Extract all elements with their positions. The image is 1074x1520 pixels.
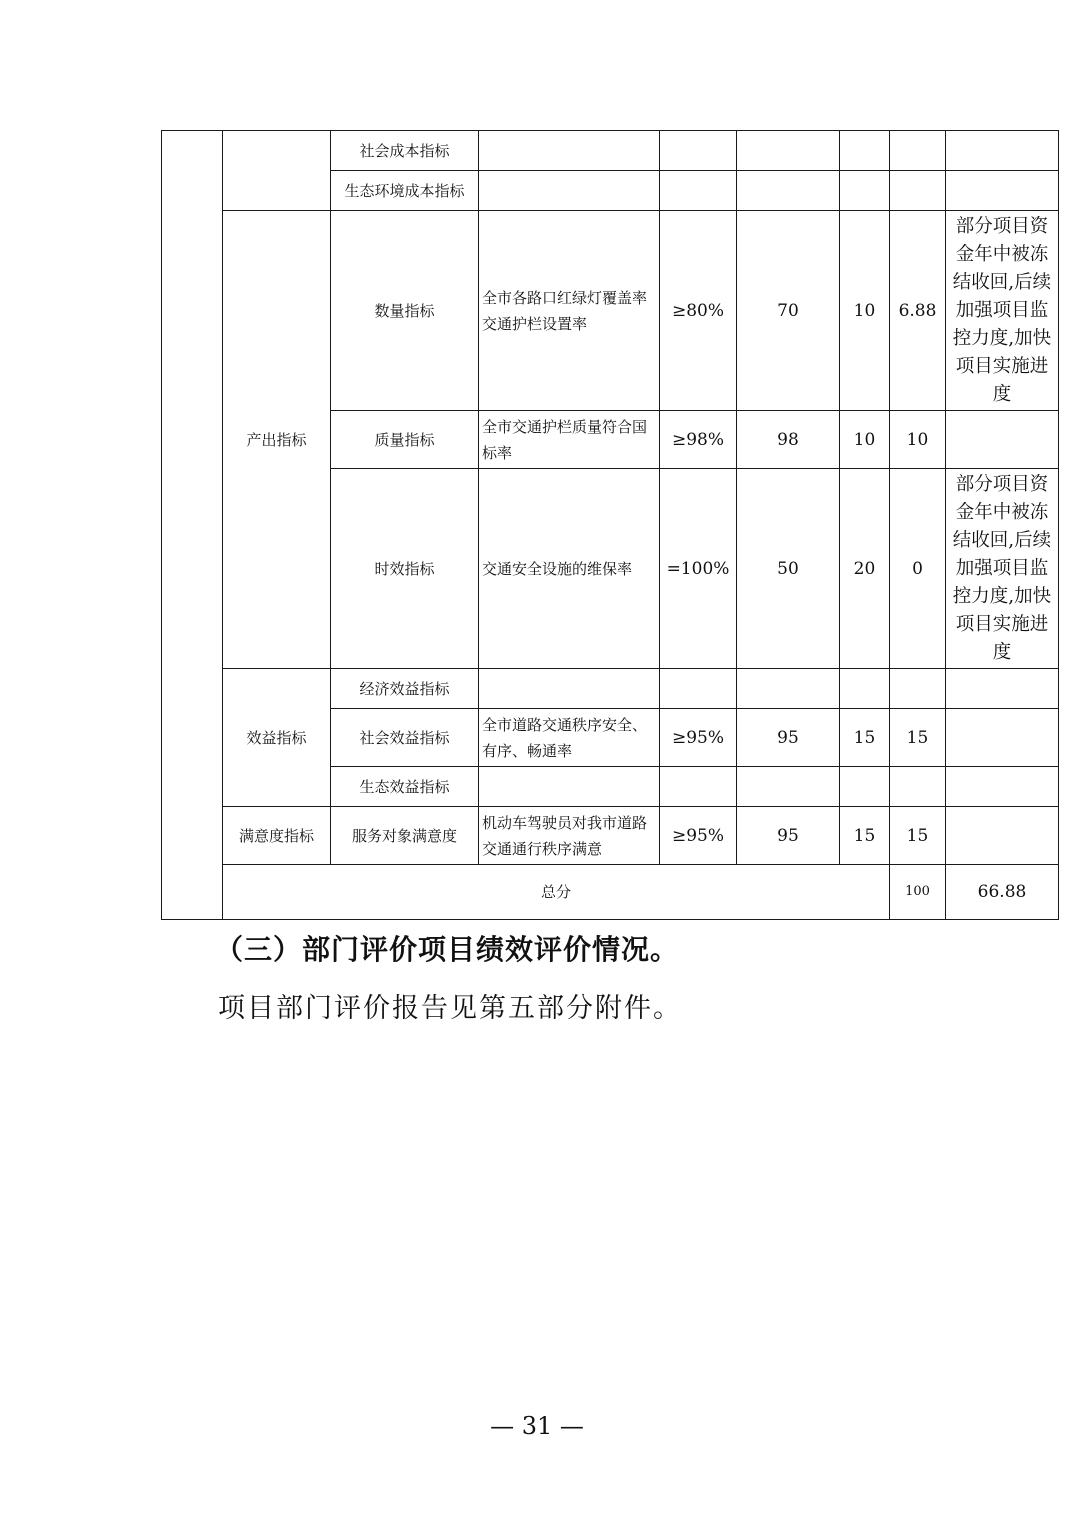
total-score: 66.88 — [946, 865, 1059, 920]
level3-cell: 社会成本指标 — [331, 131, 479, 171]
total-label: 总分 — [223, 865, 890, 920]
table-row — [162, 131, 1059, 171]
total-weight: 100 — [890, 865, 946, 920]
weight-cell: 15 — [840, 807, 890, 865]
score-cell: 15 — [890, 709, 946, 767]
level2-cell: 满意度指标 — [223, 807, 331, 865]
table-row — [162, 807, 1059, 865]
indicator-cell: 交通安全设施的维保率 — [479, 469, 660, 669]
actual-cell: 98 — [737, 411, 840, 469]
level3-cell: 数量指标 — [331, 211, 479, 411]
actual-cell: 70 — [737, 211, 840, 411]
body-paragraph: 项目部门评价报告见第五部分附件。 — [218, 993, 682, 1024]
page-number: — 31 — — [490, 1412, 584, 1440]
level2-cell: 效益指标 — [223, 669, 331, 807]
target-cell: =100% — [660, 469, 737, 669]
note-cell: 部分项目资金年中被冻结收回,后续加强项目监控力度,加快项目实施进度 — [946, 211, 1059, 411]
indicator-cell: 全市交通护栏质量符合国标率 — [479, 411, 660, 469]
level3-cell: 时效指标 — [331, 469, 479, 669]
table-row — [162, 211, 1059, 411]
weight-cell: 10 — [840, 411, 890, 469]
weight-cell: 20 — [840, 469, 890, 669]
actual-cell: 95 — [737, 709, 840, 767]
actual-cell: 50 — [737, 469, 840, 669]
level3-cell: 质量指标 — [331, 411, 479, 469]
level3-cell: 经济效益指标 — [331, 669, 479, 709]
indicator-cell: 全市道路交通秩序安全、有序、畅通率 — [479, 709, 660, 767]
level3-cell: 生态环境成本指标 — [331, 171, 479, 211]
total-row — [162, 865, 1059, 920]
section-heading: （三）部门评价项目绩效评价情况。 — [215, 933, 680, 966]
weight-cell: 10 — [840, 211, 890, 411]
target-cell: ≥80% — [660, 211, 737, 411]
level2-cell: 产出指标 — [223, 211, 331, 669]
target-cell: ≥98% — [660, 411, 737, 469]
performance-table — [161, 130, 1059, 920]
score-cell: 0 — [890, 469, 946, 669]
target-cell: ≥95% — [660, 709, 737, 767]
score-cell: 6.88 — [890, 211, 946, 411]
table-row — [162, 669, 1059, 709]
actual-cell: 95 — [737, 807, 840, 865]
level2-cell — [223, 131, 331, 211]
level1-cell — [162, 131, 223, 920]
note-cell: 部分项目资金年中被冻结收回,后续加强项目监控力度,加快项目实施进度 — [946, 469, 1059, 669]
score-cell: 10 — [890, 411, 946, 469]
level3-cell: 生态效益指标 — [331, 767, 479, 807]
indicator-cell: 全市各路口红绿灯覆盖率交通护栏设置率 — [479, 211, 660, 411]
level3-cell: 社会效益指标 — [331, 709, 479, 767]
target-cell: ≥95% — [660, 807, 737, 865]
score-cell: 15 — [890, 807, 946, 865]
level3-cell: 服务对象满意度 — [331, 807, 479, 865]
weight-cell: 15 — [840, 709, 890, 767]
indicator-cell: 机动车驾驶员对我市道路交通通行秩序满意 — [479, 807, 660, 865]
